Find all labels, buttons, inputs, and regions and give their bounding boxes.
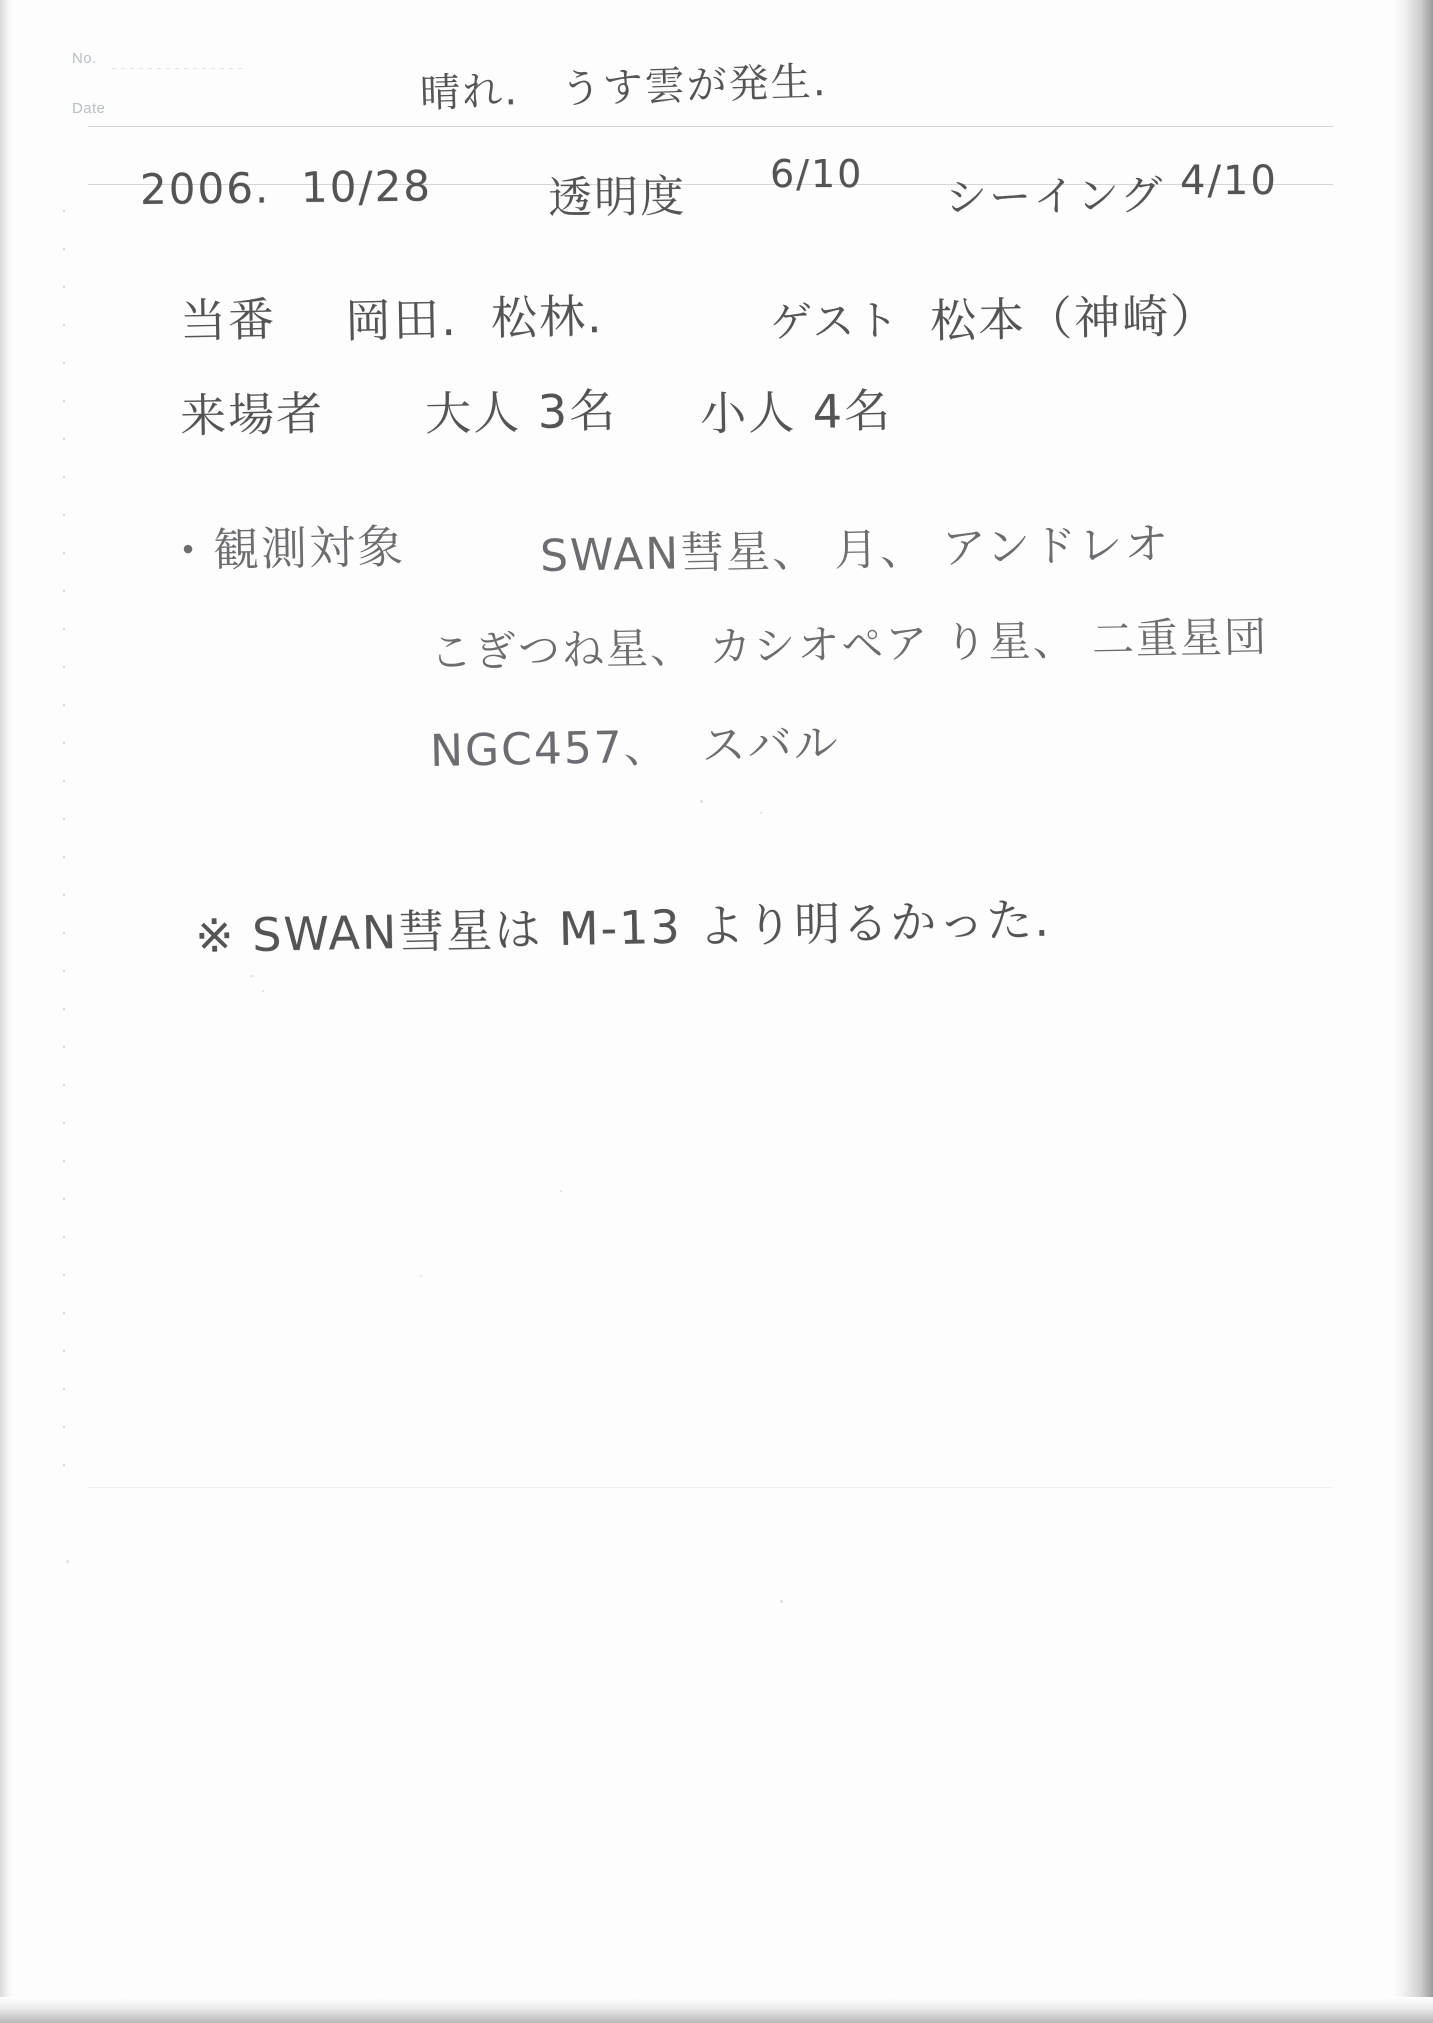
scan-speck [420,1275,422,1277]
scan-speck [250,975,253,977]
scan-speck [560,1190,562,1192]
form-dotline-no [112,68,242,69]
form-label-no: No. [72,50,97,67]
handwritten-transparency-value: 6/10 [770,152,864,196]
rule-line [88,1487,1333,1488]
handwritten-staff-names: 岡田. 松林. [344,289,605,348]
margin-guide [63,210,65,1490]
handwritten-seeing-value: 4/10 [1180,158,1278,204]
scan-edge-left [0,0,14,2023]
scan-speck [66,1560,69,1563]
scan-speck [760,812,762,814]
handwritten-targets-line-3: NGC457、 スバル [429,718,841,777]
handwritten-staff-label: 当番 [179,292,277,348]
scan-speck [780,1600,783,1603]
handwritten-transparency-label: 透明度 [547,171,687,224]
handwritten-seeing-label: シーイング [944,170,1165,222]
scan-speck [700,800,703,803]
handwritten-guest-names: 松本（神崎） [929,288,1219,348]
rule-line [88,126,1333,127]
handwritten-note: ※ SWAN彗星は M-13 より明るかった. [194,892,1052,963]
handwritten-date: 2006. 10/28 [139,161,433,214]
handwritten-visitors-label: 来場者 [179,386,325,443]
handwritten-guest-label: ゲスト [769,295,901,347]
handwritten-targets-label: ・観測対象 [164,519,406,578]
scan-edge-bottom [0,1997,1433,2023]
scan-edge-right [1391,0,1433,2023]
handwritten-weather-line: 晴れ. うす雲が発生. [419,58,829,117]
handwritten-targets-line-1: SWAN彗星、 月、 アンドレオ [539,518,1171,582]
handwritten-visitors-children: 小人 4名 [699,383,893,441]
handwritten-visitors-adults: 大人 3名 [424,383,618,441]
handwritten-targets-line-2: こぎつね星、 カシオペア り星、 二重星団 [429,611,1269,677]
form-label-date: Date [72,100,106,117]
scan-speck [262,990,264,992]
